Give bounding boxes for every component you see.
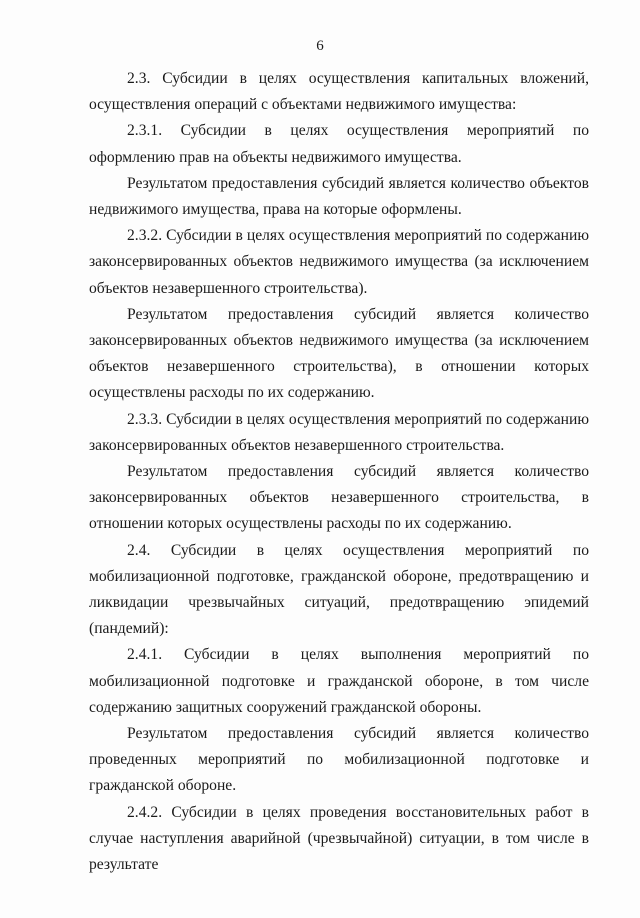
paragraph-2-4-1-result: Результатом предоставления субсидий является количество проведенных мероприятий по мобилизационной подготовке и гражданской обороне. [89, 725, 589, 795]
paragraph-2-3-1-result: Результатом предоставления субсидий является количество объектов недвижимого имущества, права на которые оформлены. [89, 174, 589, 219]
page-number: 6 [316, 38, 324, 54]
document-body [89, 66, 589, 878]
paragraph-2-4: 2.4. Субсидии в целях осуществления мероприятий по мобилизационной подготовке, гражданской обороне, предотвращению и ликвидации чрезвычайных ситуаций, предотвращению эпидемий (пандемий): [89, 541, 589, 638]
paragraph-2-3-1: 2.3.1. Субсидии в целях осуществления мероприятий по оформлению прав на объекты недвижимого имущества. [89, 122, 589, 166]
paragraph-2-3-3: 2.3.3. Субсидии в целях осуществления мероприятий по содержанию законсервированных объектов незавершенного строительства. [89, 410, 589, 454]
paragraph-2-3-2-result: Результатом предоставления субсидий является количество законсервированных объектов недвижимого имущества (за исключением объектов незавершенного строительства), в отношении которых осуществлены расходы по их содержанию. [89, 305, 589, 402]
paragraph-2-4-2: 2.4.2. Субсидии в целях проведения восстановительных работ в случае наступления аварийной (чрезвычайной) ситуации, в том числе в результате [89, 803, 589, 874]
paragraph-2-3-2: 2.3.2. Субсидии в целях осуществления мероприятий по содержанию законсервированных объектов недвижимого имущества (за исключением объектов незавершенного строительства). [89, 227, 589, 297]
paragraph-2-4-1: 2.4.1. Субсидии в целях выполнения мероприятий по мобилизационной подготовке и гражданской обороне, в том числе содержанию защитных сооружений гражданской обороны. [89, 646, 589, 716]
paragraph-2-3-3-result: Результатом предоставления субсидий является количество законсервированных объектов незавершенного строительства, в отношении которых осуществлены расходы по их содержанию. [89, 463, 589, 533]
paragraph-2-3: 2.3. Субсидии в целях осуществления капитальных вложений, осуществления операций с объектами недвижимого имущества: [89, 70, 589, 114]
